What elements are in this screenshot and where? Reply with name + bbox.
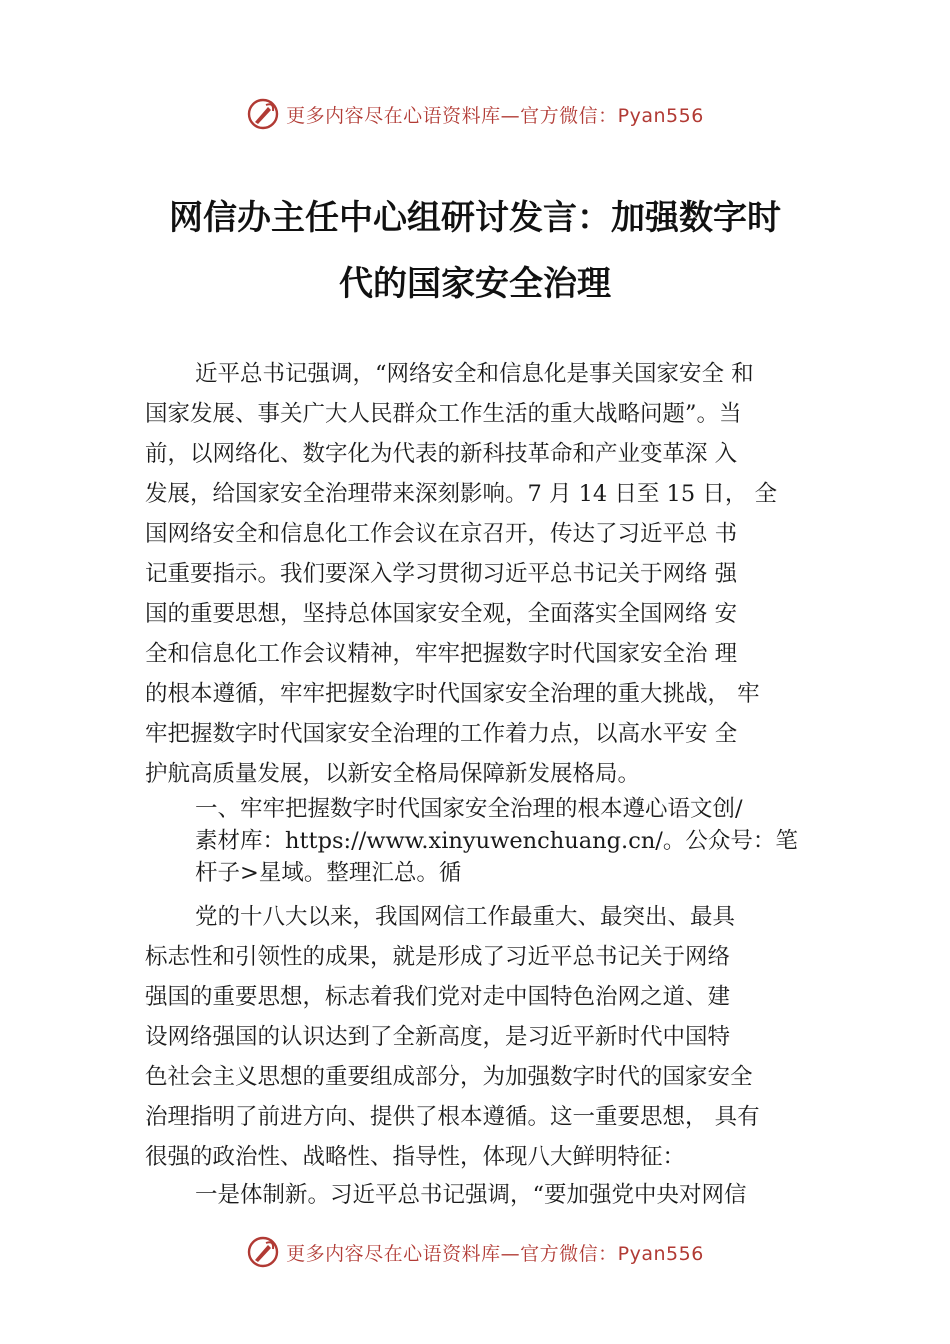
paragraph-two [145,897,835,1177]
text-line: 标志性和引领性的成果，就是形成了习近平总书记关于网络 [145,944,731,970]
text-line: 一、牢牢把握数字时代国家安全治理的根本遵心语文创/ [195,796,743,822]
text-line: 国家发展、事关广大人民群众工作生活的重大战略问题”。当 [145,401,742,427]
text-line: 护航高质量发展，以新安全格局保障新发展格局。 [145,761,641,787]
text-line: 很强的政治性、战略性、指导性，体现八大鲜明特征： [145,1144,686,1170]
text-line: 设网络强国的认识达到了全新高度，是习近平新时代中国特 [145,1024,731,1050]
header-banner [0,94,950,134]
document-title-line-1: 网信办主任中心组研讨发言：加强数字时 [169,198,781,238]
pen-logo-icon [246,97,280,131]
text-line: 近平总书记强调，“网络安全和信息化是事关国家安全 和 [195,361,754,387]
document-title-line-2: 代的国家安全治理 [339,264,611,304]
pen-logo-icon [246,1235,280,1269]
banner-text: 更多内容尽在心语资料库—官方微信：Pyan556 [286,104,704,127]
text-line: 色社会主义思想的重要组成部分，为加强数字时代的国家安全 [145,1064,753,1090]
text-line: 国的重要思想，坚持总体国家安全观，全面落实全国网络 安 [145,601,738,627]
footer-banner [0,1232,950,1272]
paragraph-intro [145,354,835,794]
text-line: 牢把握数字时代国家安全治理的工作着力点，以高水平安 全 [145,721,738,747]
paragraph-three [145,1175,835,1215]
text-line: 记重要指示。我们要深入学习贯彻习近平总书记关于网络 强 [145,561,738,587]
text-line: 党的十八大以来，我国网信工作最重大、最突出、最具 [195,904,736,930]
text-line: 国网络安全和信息化工作会议在京召开，传达了习近平总 书 [145,521,738,547]
text-line: 全和信息化工作会议精神，牢牢把握数字时代国家安全治 理 [145,641,738,667]
section-heading-1 [145,793,835,889]
text-line: 的根本遵循，牢牢把握数字时代国家安全治理的重大挑战， 牢 [145,681,760,707]
text-line: 前，以网络化、数字化为代表的新科技革命和产业变革深 入 [145,441,738,467]
text-line: 治理指明了前进方向、提供了根本遵循。这一重要思想， 具有 [145,1104,760,1130]
text-line: 杆子>星域。整理汇总。循 [195,860,462,886]
banner-text: 更多内容尽在心语资料库—官方微信：Pyan556 [286,1242,704,1265]
text-line: 素材库：https://www.xinyuwenchuang.cn/。公众号：笔 [195,828,798,854]
text-line: 发展，给国家安全治理带来深刻影响。7 月 14 日至 15 日， 全 [145,481,777,507]
text-line: 强国的重要思想，标志着我们党对走中国特色治网之道、建 [145,984,731,1010]
text-line: 一是体制新。习近平总书记强调，“要加强党中央对网信 [195,1182,747,1208]
